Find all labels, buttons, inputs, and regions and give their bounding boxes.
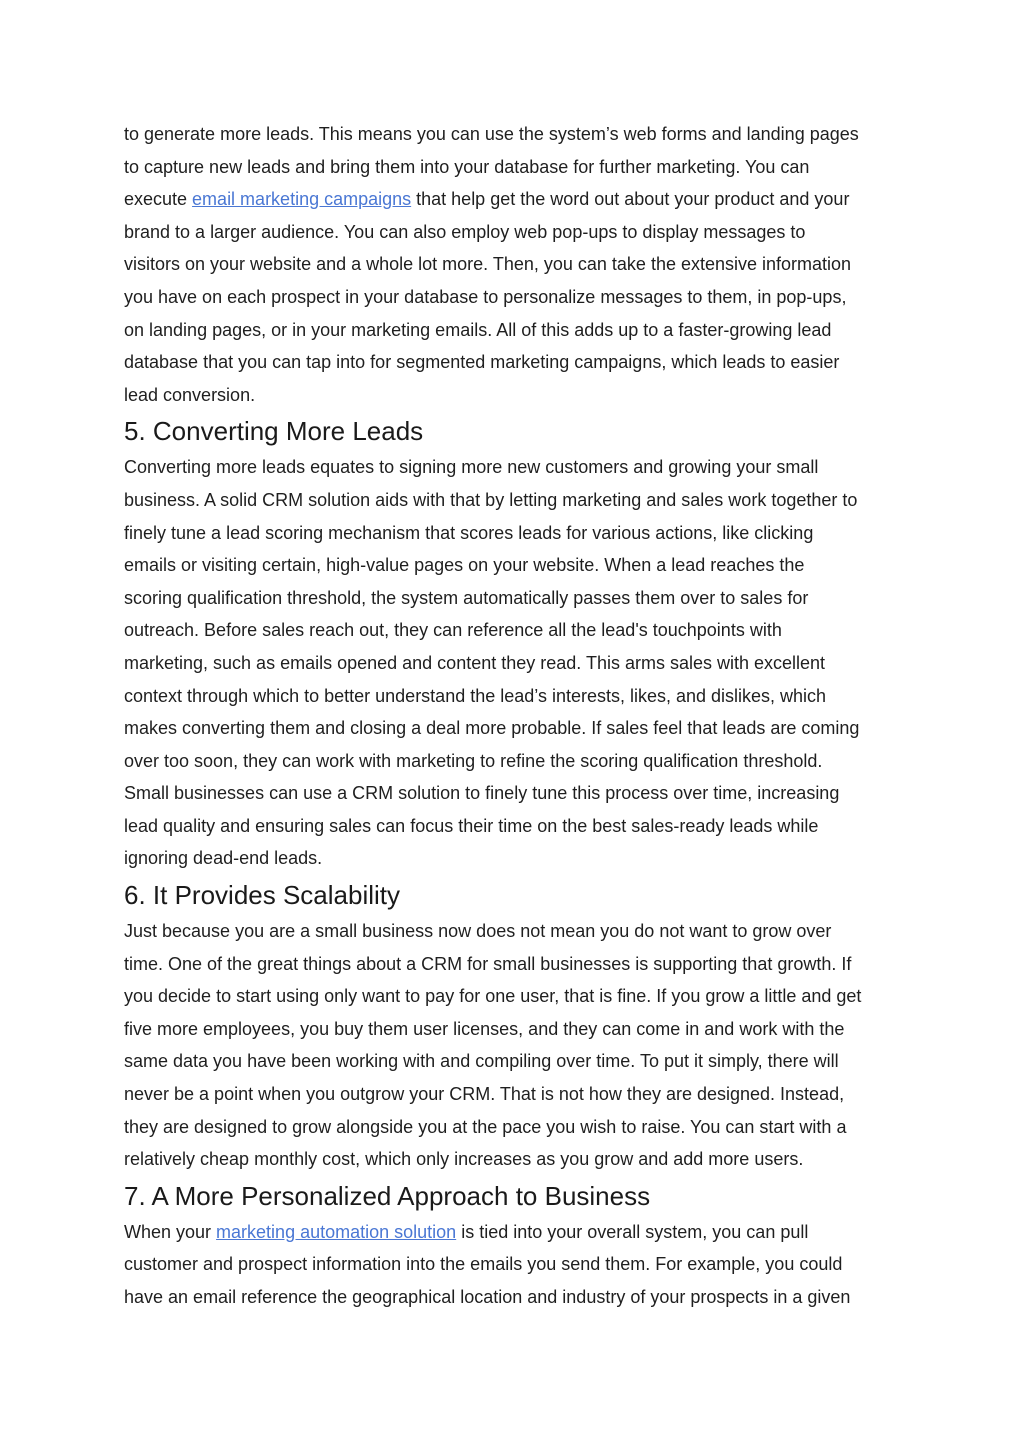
document-page	[124, 118, 900, 1314]
text-line: Just because you are a small business now does not mean you do not want to grow over	[124, 921, 832, 942]
text-line: business. A solid CRM solution aids with that by letting marketing and sales work together to	[124, 489, 858, 510]
intro-paragraph	[124, 118, 900, 411]
text-line: Small businesses can use a CRM solution to finely tune this process over time, increasing	[124, 783, 840, 804]
text-line: you have on each prospect in your database to personalize messages to them, in pop-ups,	[124, 286, 847, 307]
text-line: brand to a larger audience. You can also employ web pop-ups to display messages to	[124, 221, 806, 242]
text-line: visitors on your website and a whole lot more. Then, you can take the extensive information	[124, 254, 852, 275]
text-line: you decide to start using only want to pay for one user, that is fine. If you grow a little and get	[124, 986, 862, 1007]
text-line: makes converting them and closing a deal more probable. If sales feel that leads are coming	[124, 718, 860, 739]
email-marketing-campaigns-link[interactable]: email marketing campaigns	[192, 189, 412, 210]
text-fragment: When your	[124, 1221, 217, 1242]
text-line: five more employees, you buy them user licenses, and they can come in and work with the	[124, 1018, 845, 1039]
section-heading-converting-more-leads: 5. Converting More Leads	[124, 416, 424, 447]
section-heading-provides-scalability: 6. It Provides Scalability	[124, 880, 401, 911]
text-line: emails or visiting certain, high-value pages on your website. When a lead reaches the	[124, 555, 805, 576]
text-line: have an email reference the geographical location and industry of your prospects in a given	[124, 1287, 851, 1307]
text-line: finely tune a lead scoring mechanism that scores leads for various actions, like clicking	[124, 522, 814, 543]
text-line: Converting more leads equates to signing more new customers and growing your small	[124, 457, 819, 478]
text-line: over too soon, they can work with marketing to refine the scoring qualification threshold.	[124, 750, 823, 771]
text-line: time. One of the great things about a CRM for small businesses is supporting that growth. If	[124, 953, 852, 974]
text-line: scoring qualification threshold, the system automatically passes them over to sales for	[124, 587, 809, 608]
text-line: customer and prospect information into the emails you send them. For example, you could	[124, 1254, 843, 1275]
marketing-automation-solution-link[interactable]: marketing automation solution	[216, 1221, 457, 1242]
text-line: outreach. Before sales reach out, they can reference all the lead's touchpoints with	[124, 620, 782, 641]
text-line: never be a point when you outgrow your CRM. That is not how they are designed. Instead,	[124, 1084, 845, 1105]
text-line: to capture new leads and bring them into your database for further marketing. You can	[124, 156, 810, 177]
text-line: database that you can tap into for segmented marketing campaigns, which leads to easier	[124, 352, 840, 373]
text-line: marketing, such as emails opened and content they read. This arms sales with excellent	[124, 652, 826, 673]
section-heading-personalized-approach: 7. A More Personalized Approach to Business	[124, 1180, 651, 1211]
text-line: ignoring dead-end leads.	[124, 848, 323, 869]
text-fragment: execute	[124, 189, 193, 210]
text-line: lead quality and ensuring sales can focus their time on the best sales-ready leads while	[124, 815, 819, 836]
text-line: same data you have been working with and compiling over time. To put it simply, there will	[124, 1051, 839, 1072]
text-line: they are designed to grow alongside you at the pace you wish to raise. You can start with a	[124, 1116, 847, 1137]
text-line: relatively cheap monthly cost, which only increases as you grow and add more users.	[124, 1149, 804, 1170]
section-6-paragraph	[124, 915, 900, 1176]
section-7-paragraph	[124, 1216, 900, 1314]
text-line: lead conversion.	[124, 384, 256, 405]
section-5-paragraph	[124, 451, 900, 875]
text-line	[124, 183, 900, 216]
text-line: to generate more leads. This means you can use the system’s web forms and landing pages	[124, 124, 859, 144]
text-fragment: is tied into your overall system, you can pull	[456, 1221, 809, 1242]
text-line: on landing pages, or in your marketing emails. All of this adds up to a faster-growing lead	[124, 319, 832, 340]
text-line	[124, 1216, 900, 1249]
text-line: context through which to better understand the lead’s interests, likes, and dislikes, which	[124, 685, 827, 706]
text-fragment: that help get the word out about your product and your	[411, 189, 850, 210]
